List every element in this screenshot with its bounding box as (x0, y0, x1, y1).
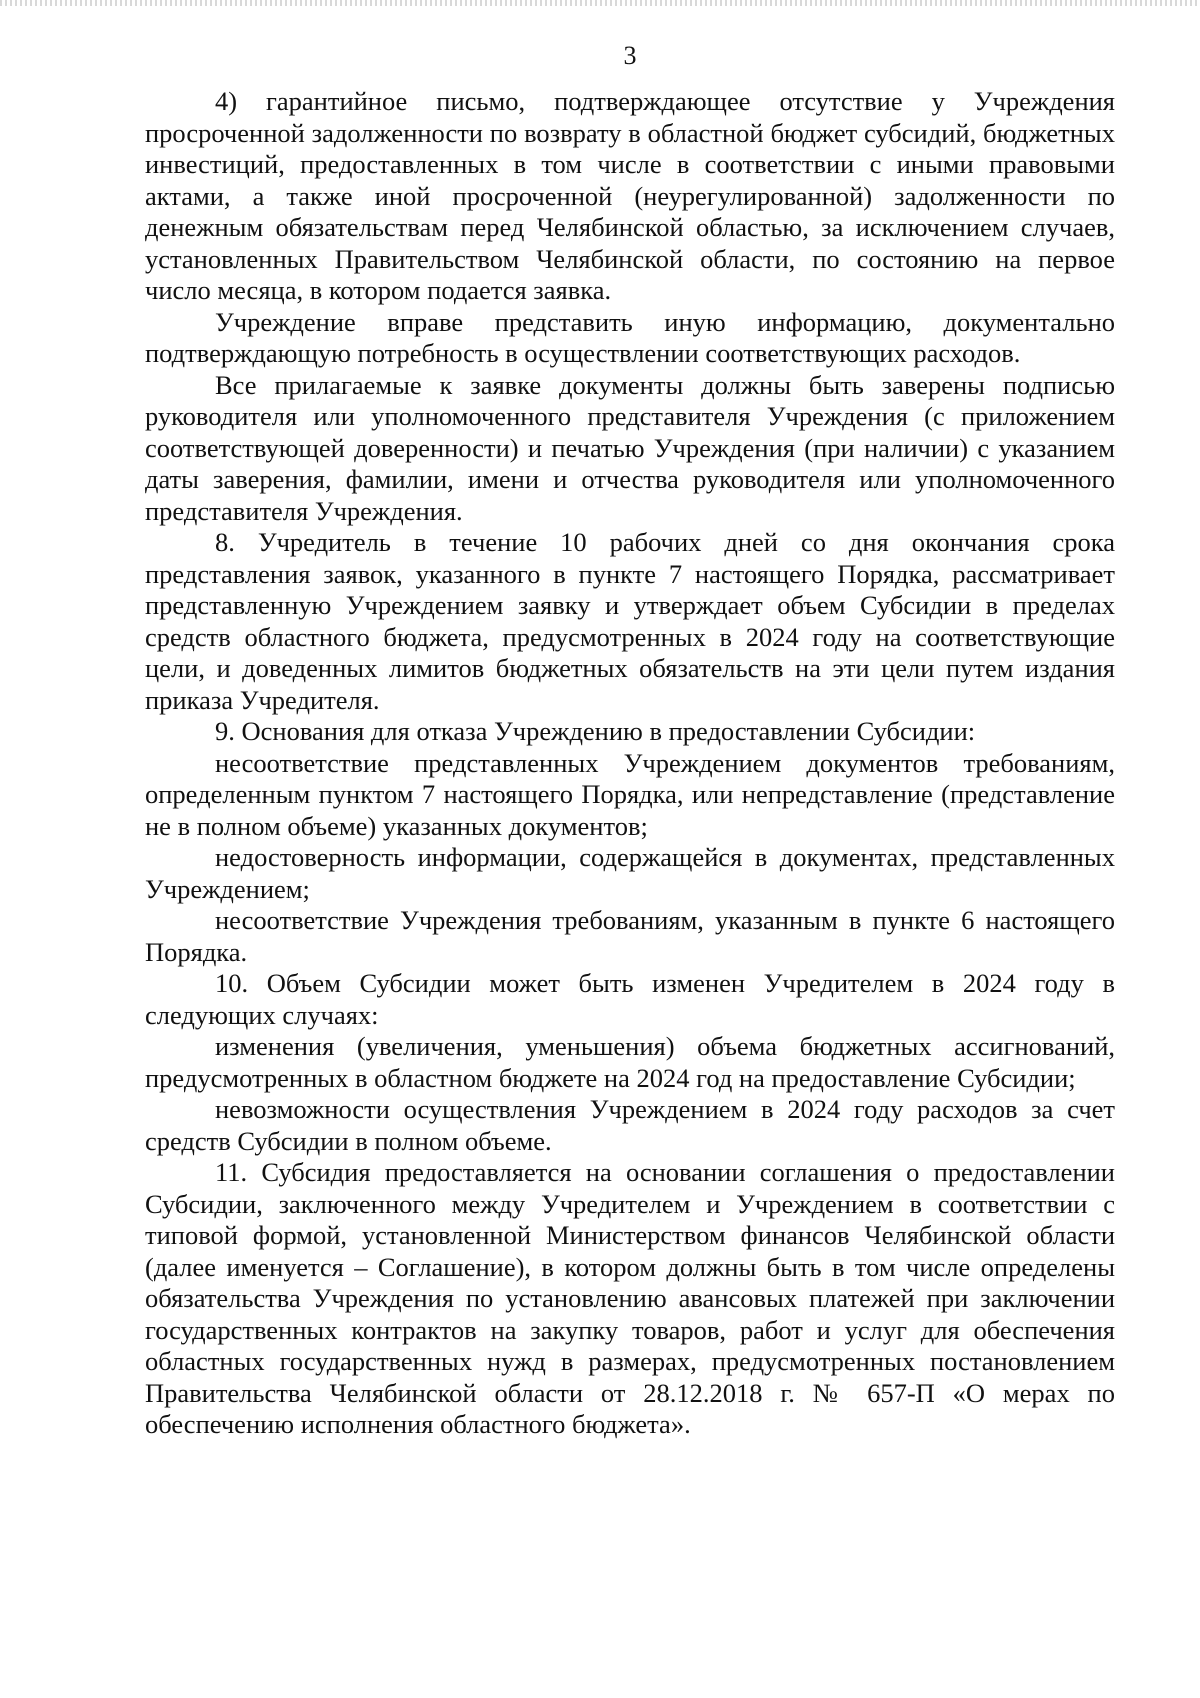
page-number: 3 (623, 41, 637, 70)
paragraph-refusal-ground-3: несоответствие Учреждения требованиям, указанным в пункте 6 настоящего Порядка. (145, 905, 1115, 967)
paragraph-item-11: 11. Субсидия предоставляется на основании соглашения о предоставлении Субсидии, заключенного между Учредителем и Учреждением в соответствии с типовой формой, установленной Министерством финансов Челябинской области (далее именуется – Соглашение), в котором должны быть в том числе определены обязательства Учреждения по установлению авансовых платежей при заключении государственных контрактов на закупку товаров, работ и услуг для обеспечения областных государственных нужд в размерах, предусмотренных постановлением Правительства Челябинской области от 28.12.2018 г. № 657-П «О мерах по обеспечению исполнения областного бюджета». (145, 1157, 1115, 1439)
paragraph-item-10: 10. Объем Субсидии может быть изменен Учредителем в 2024 году в следующих случаях: (145, 968, 1115, 1030)
paragraph-item-8: 8. Учредитель в течение 10 рабочих дней со дня окончания срока представления заявок, указанного в пункте 7 настоящего Порядка, рассматривает представленную Учреждением заявку и утверждает объем Субсидии в пределах средств областного бюджета, предусмотренных в 2024 году на соответствующие цели, и доведенных лимитов бюджетных обязательств на эти цели путем издания приказа Учредителя. (145, 527, 1115, 715)
scan-edge-artifact (0, 0, 1200, 6)
paragraph-change-case-1: изменения (увеличения, уменьшения) объема бюджетных ассигнований, предусмотренных в областном бюджете на 2024 год на предоставление Субсидии; (145, 1031, 1115, 1093)
paragraph-guarantee-letter: 4) гарантийное письмо, подтверждающее отсутствие у Учреждения просроченной задолженности по возврату в областной бюджет субсидий, бюджетных инвестиций, предоставленных в том числе в соответствии с иными правовыми актами, а также иной просроченной (неурегулированной) задолженности по денежным обязательствам перед Челябинской областью, за исключением случаев, установленных Правительством Челябинской области, по состоянию на первое число месяца, в котором подается заявка. (145, 86, 1115, 305)
paragraph-item-9: 9. Основания для отказа Учреждению в предоставлении Субсидии: (215, 716, 976, 746)
document-page (145, 40, 1115, 1441)
paragraph-change-case-2: невозможности осуществления Учреждением в 2024 году расходов за счет средств Субсидии в полном объеме. (145, 1094, 1115, 1156)
paragraph-refusal-ground-2: недостоверность информации, содержащейся в документах, представленных Учреждением; (145, 842, 1115, 904)
paragraph-refusal-ground-1: несоответствие представленных Учреждением документов требованиям, определенным пунктом 7 настоящего Порядка, или непредставление (представление не в полном объеме) указанных документов; (145, 747, 1115, 841)
paragraph-document-certification: Все прилагаемые к заявке документы должны быть заверены подписью руководителя или уполномоченного представителя Учреждения (с приложением соответствующей доверенности) и печатью Учреждения (при наличии) с указанием даты заверения, фамилии, имени и отчества руководителя или уполномоченного представителя Учреждения. (145, 369, 1115, 526)
paragraph-other-information: Учреждение вправе представить иную информацию, документально подтверждающую потребность в осуществлении соответствующих расходов. (145, 306, 1115, 368)
